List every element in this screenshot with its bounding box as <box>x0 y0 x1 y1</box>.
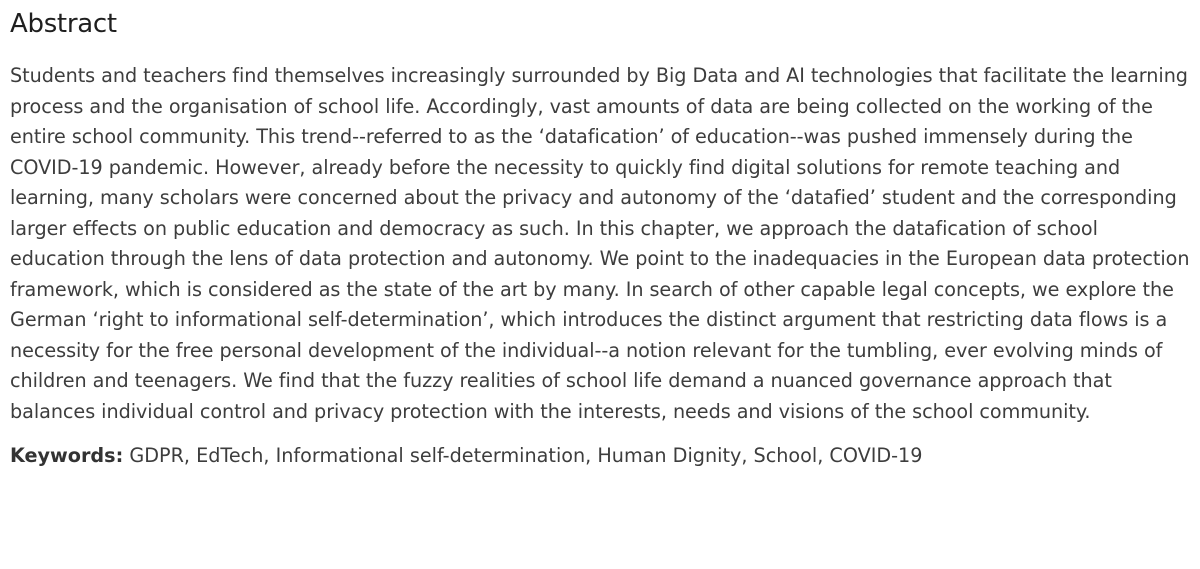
abstract-heading: Abstract <box>10 9 117 39</box>
abstract-text: Students and teachers find themselves increasingly surrounded by Big Data and AI technologies that facilitate the learning process and the organisation of school life. Accordingly, vast amounts of data are being collected on the working of the entire school community. This trend--referred to as the ‘datafication’ of education--was pushed immensely during the COVID-19 pandemic. However, already before the necessity to quickly find digital solutions for remote teaching and learning, many scholars were concerned about the privacy and autonomy of the ‘datafied’ student and the corresponding larger effects on public education and democracy as such. In this chapter, we approach the datafication of school education through the lens of data protection and autonomy. We point to the inadequacies in the European data protection framework, which is considered as the state of the art by many. In search of other capable legal concepts, we explore the German ‘right to informational self-determination’, which introduces the distinct argument that restricting data flows is a necessity for the free personal development of the individual--a notion relevant for the tumbling, ever evolving minds of children and teenagers. We find that the fuzzy realities of school life demand a nuanced governance approach that balances individual control and privacy protection with the interests, needs and visions of the school community. <box>10 64 1190 423</box>
keywords-value: GDPR, EdTech, Informational self-determination, Human Dignity, School, COVID-19 <box>129 444 923 467</box>
keywords-label: Keywords: <box>10 444 124 467</box>
abstract-section <box>10 0 1196 471</box>
keywords-line <box>10 441 1196 471</box>
